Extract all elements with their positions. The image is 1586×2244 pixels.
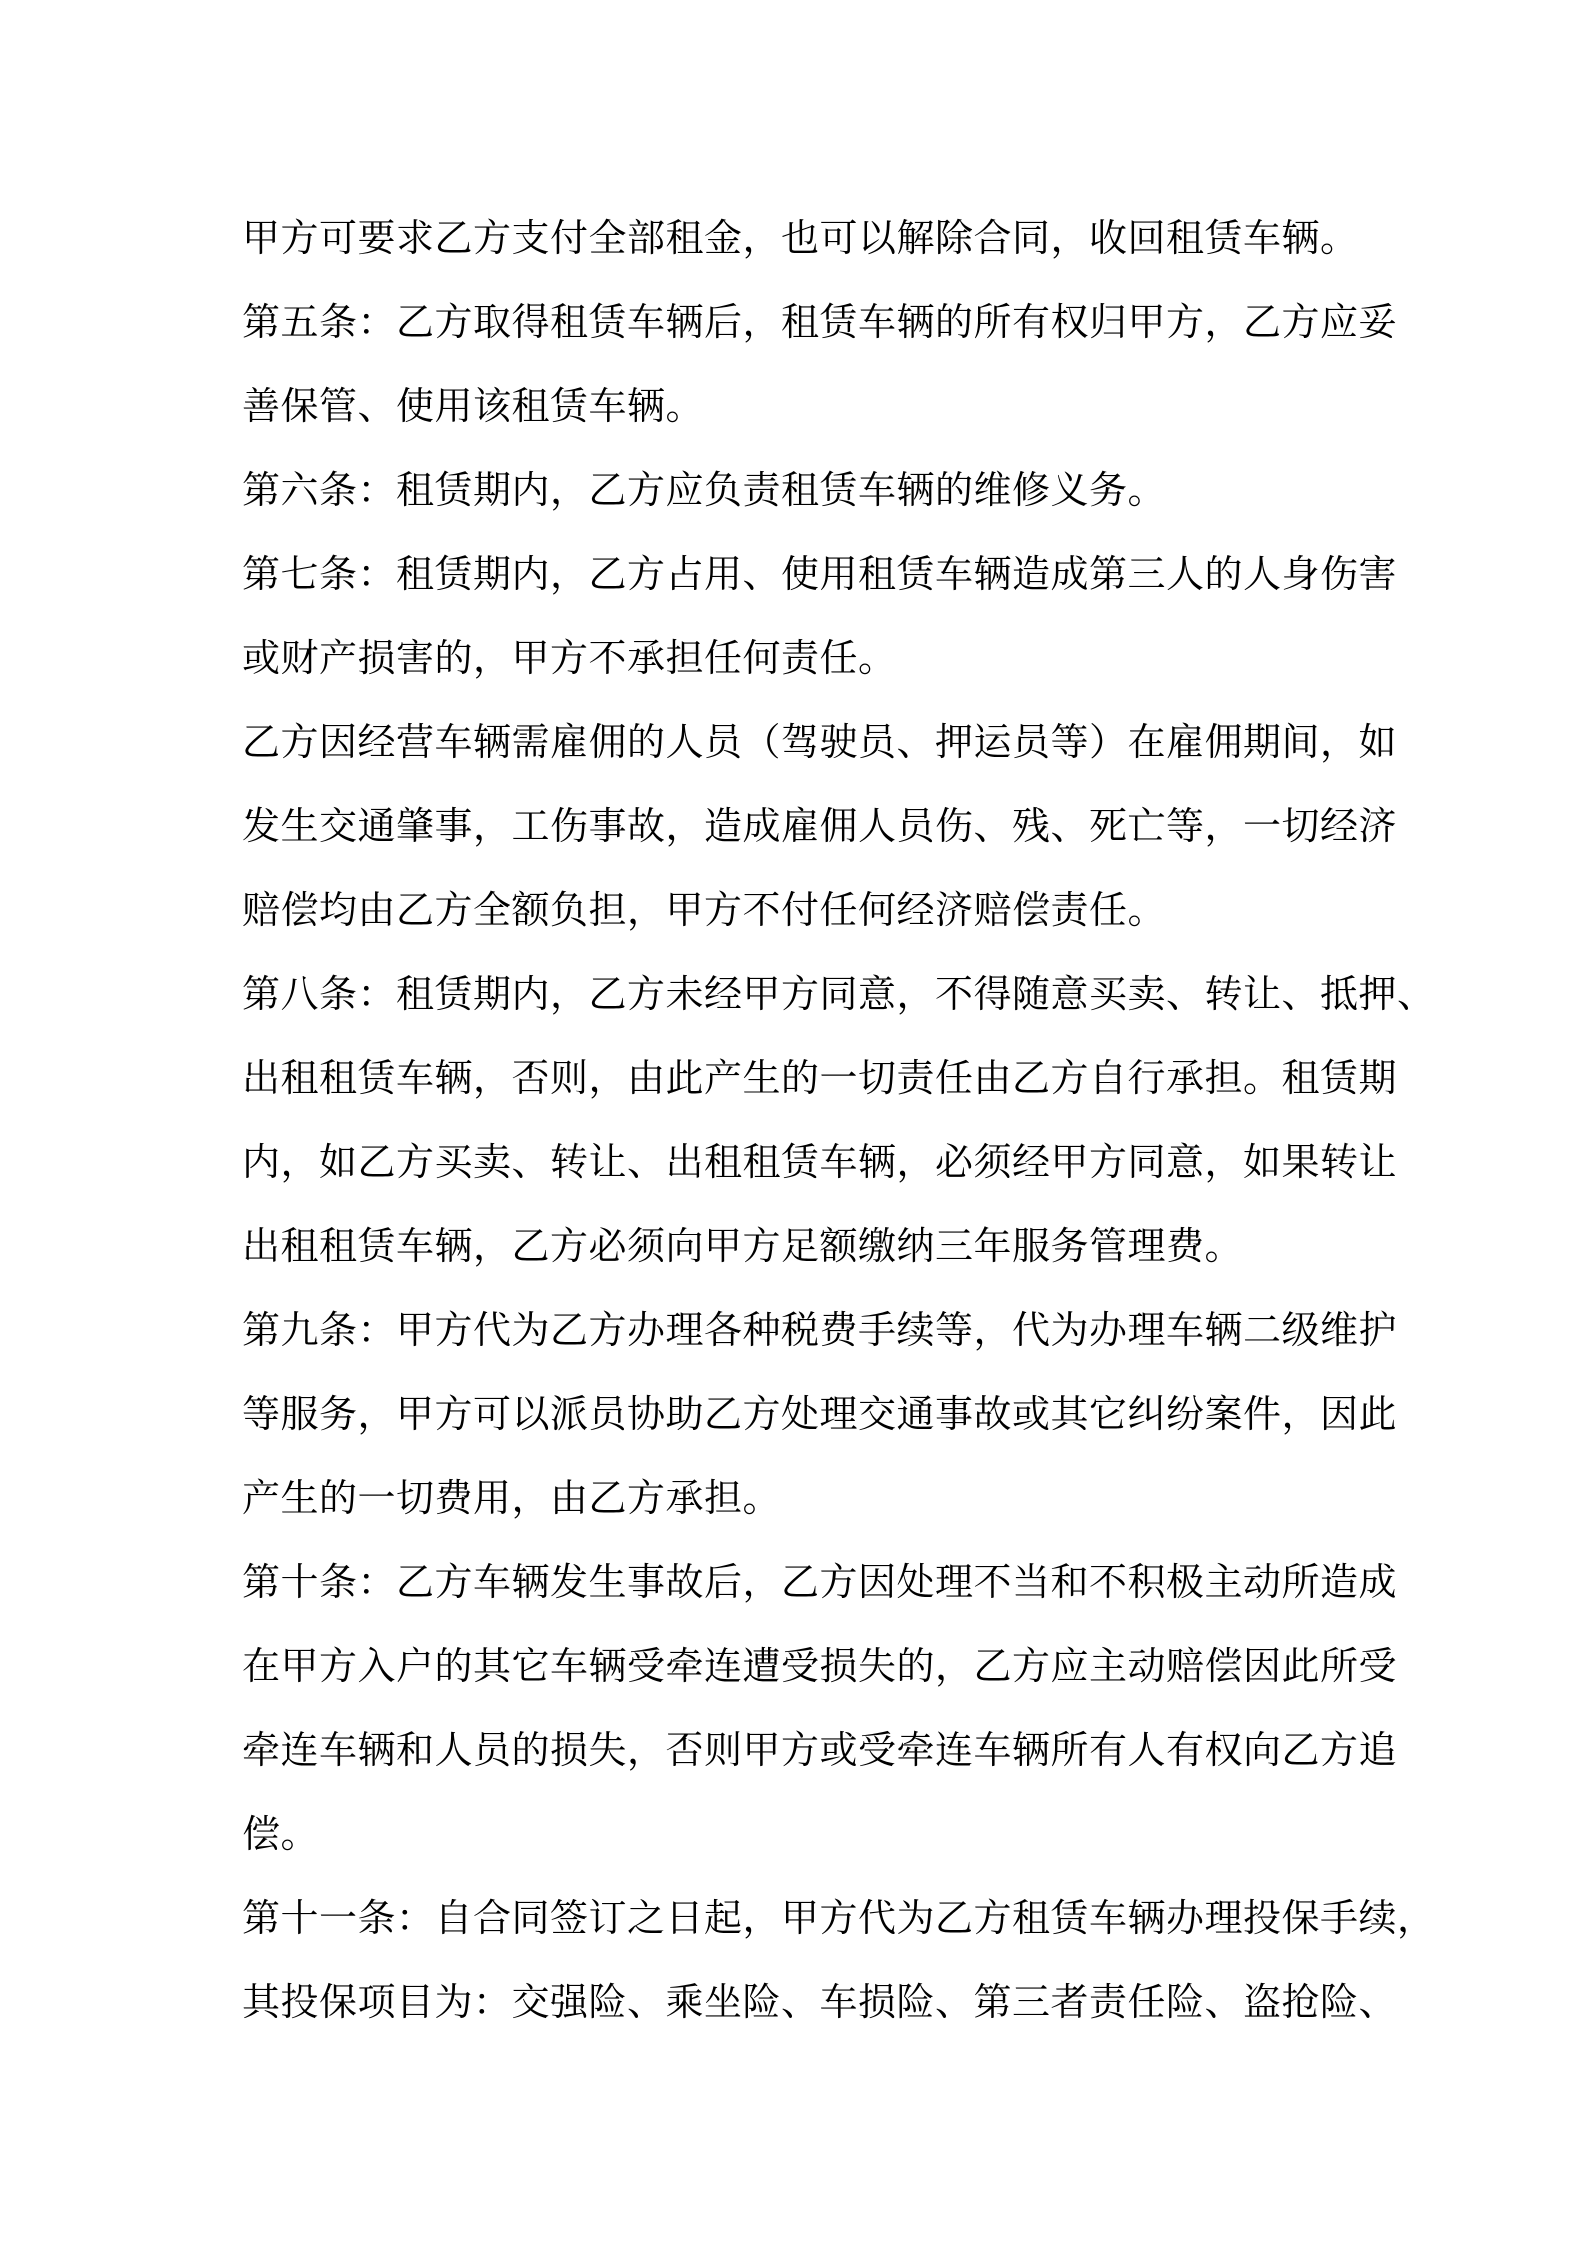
text-line: 乙方因经营车辆需雇佣的人员（驾驶员、押运员等）在雇佣期间，如 xyxy=(242,720,1398,764)
text-line: 第九条：甲方代为乙方办理各种税费手续等，代为办理车辆二级维护 xyxy=(242,1308,1398,1352)
text-line: 第五条：乙方取得租赁车辆后，租赁车辆的所有权归甲方，乙方应妥 xyxy=(242,300,1398,344)
text-line: 牵连车辆和人员的损失，否则甲方或受牵连车辆所有人有权向乙方追 xyxy=(242,1728,1398,1772)
text-line: 善保管、使用该租赁车辆。 xyxy=(242,384,705,428)
text-line: 其投保项目为：交强险、乘坐险、车损险、第三者责任险、盗抢险、 xyxy=(242,1980,1398,2024)
text-line: 等服务，甲方可以派员协助乙方处理交通事故或其它纠纷案件，因此 xyxy=(242,1392,1398,1436)
text-line: 出租租赁车辆，否则，由此产生的一切责任由乙方自行承担。租赁期 xyxy=(242,1056,1398,1100)
text-line: 甲方可要求乙方支付全部租金，也可以解除合同，收回租赁车辆。 xyxy=(242,216,1359,260)
text-line: 发生交通肇事，工伤事故，造成雇佣人员伤、残、死亡等，一切经济 xyxy=(242,804,1398,848)
text-line: 出租租赁车辆，乙方必须向甲方足额缴纳三年服务管理费。 xyxy=(242,1224,1244,1268)
text-line: 第七条：租赁期内，乙方占用、使用租赁车辆造成第三人的人身伤害 xyxy=(242,552,1398,596)
text-line: 偿。 xyxy=(242,1812,320,1856)
text-line: 或财产损害的，甲方不承担任何责任。 xyxy=(242,636,897,680)
text-line: 第六条：租赁期内，乙方应负责租赁车辆的维修义务。 xyxy=(242,468,1167,512)
text-line: 第八条：租赁期内，乙方未经甲方同意，不得随意买卖、转让、抵押、 xyxy=(242,972,1436,1016)
text-line: 赔偿均由乙方全额负担，甲方不付任何经济赔偿责任。 xyxy=(242,888,1167,932)
text-line: 第十一条：自合同签订之日起，甲方代为乙方租赁车辆办理投保手续， xyxy=(242,1896,1436,1940)
text-line: 第十条：乙方车辆发生事故后，乙方因处理不当和不积极主动所造成 xyxy=(242,1560,1398,1604)
text-line: 在甲方入户的其它车辆受牵连遭受损失的，乙方应主动赔偿因此所受 xyxy=(242,1644,1398,1688)
text-line: 产生的一切费用，由乙方承担。 xyxy=(242,1476,782,1520)
text-line: 内，如乙方买卖、转让、出租租赁车辆，必须经甲方同意，如果转让 xyxy=(242,1140,1398,1184)
document-body xyxy=(242,196,1436,2044)
